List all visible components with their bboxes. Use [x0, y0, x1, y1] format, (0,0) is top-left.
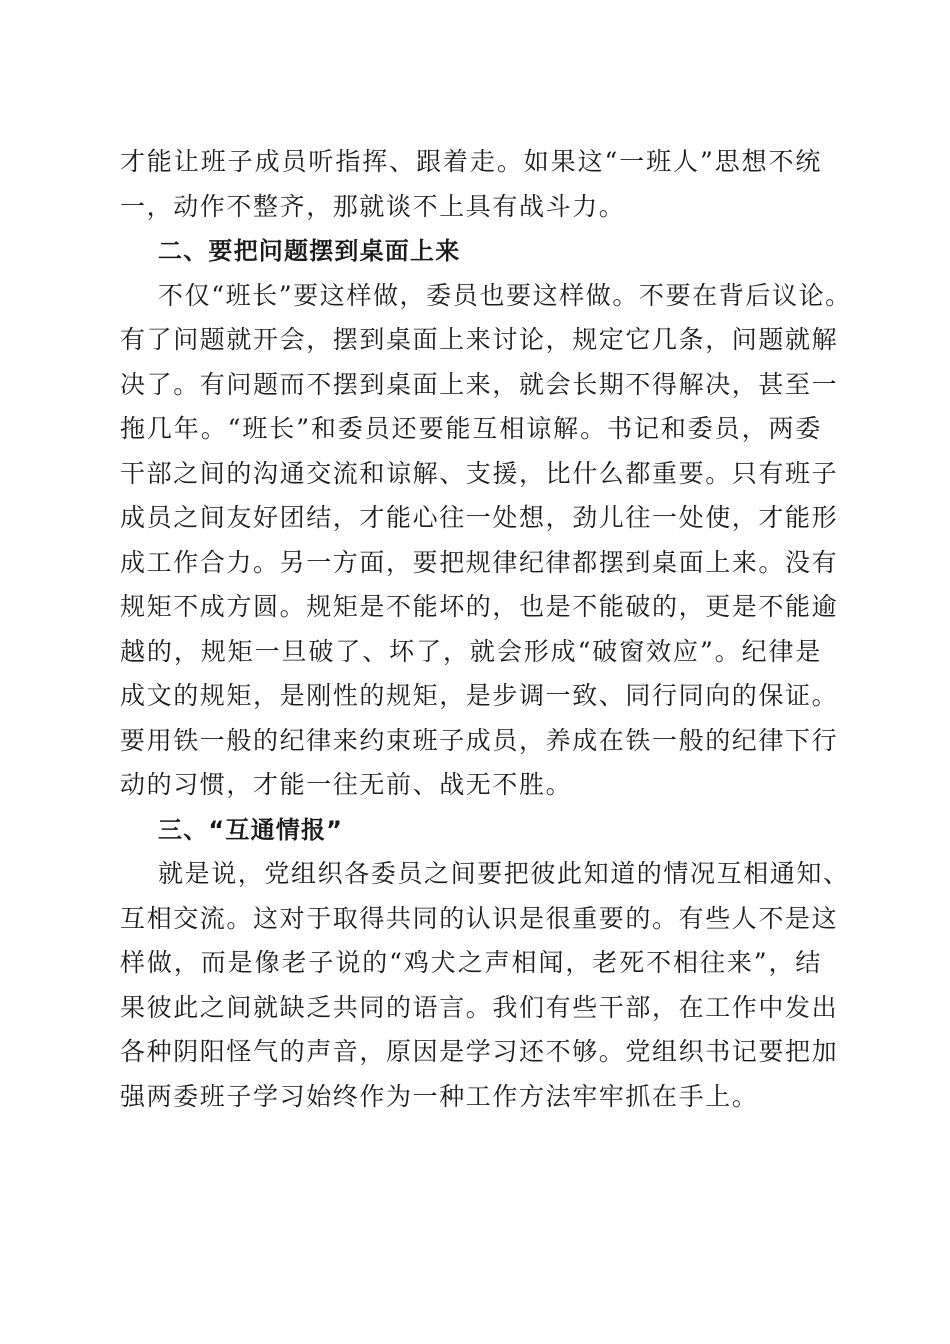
- text-line: 干部之间的沟通交流和谅解、支援，比什么都重要。只有班子: [120, 458, 839, 488]
- text-line: 决了。有问题而不摆到桌面上来，就会长期不得解决，甚至一: [120, 369, 839, 399]
- text-line: 成员之间友好团结，才能心往一处想，劲儿往一处使，才能形: [120, 503, 839, 532]
- text-line: 成文的规矩，是刚性的规矩，是步调一致、同行同向的保证。: [120, 681, 839, 710]
- section-heading: 三、“互通情报”: [158, 815, 344, 844]
- text-line: 成工作合力。另一方面，要把规律纪律都摆到桌面上来。没有: [120, 547, 839, 577]
- text-line: 规矩不成方圆。规矩是不能坏的，也是不能破的，更是不能逾: [120, 592, 839, 621]
- section2-paragraph: [120, 274, 852, 808]
- intro-paragraph: [120, 140, 822, 229]
- text-line: 才能让班子成员听指挥、跟着走。如果这“一班人”思想不统: [120, 147, 822, 176]
- text-line: 样做，而是像老子说的“鸡犬之声相闻，老死不相往来”，结: [120, 948, 822, 977]
- text-line: 果彼此之间就缺乏共同的语言。我们有些干部，在工作中发出: [120, 992, 839, 1022]
- text-line: 有了问题就开会，摆到桌面上来讨论，规定它几条，问题就解: [120, 325, 839, 354]
- section3-paragraph: [120, 852, 850, 1119]
- text-line: 一，动作不整齐，那就谈不上具有战斗力。: [120, 191, 626, 221]
- text-line: 就是说，党组织各委员之间要把彼此知道的情况互相通知、: [158, 859, 850, 888]
- text-line: 越的，规矩一旦破了、坏了，就会形成“破窗效应”。纪律是: [120, 636, 822, 666]
- text-line: 各种阴阳怪气的声音，原因是学习还不够。党组织书记要把加: [120, 1037, 839, 1066]
- text-line: 要用铁一般的纪律来约束班子成员，养成在铁一般的纪律下行: [120, 725, 839, 755]
- text-line: 动的习惯，才能一往无前、战无不胜。: [120, 770, 573, 799]
- text-line: 拖几年。“班长”和委员还要能互相谅解。书记和委员，两委: [120, 414, 822, 443]
- text-line: 不仅“班长”要这样做，委员也要这样做。不要在背后议论。: [158, 280, 852, 310]
- section-heading: 二、要把问题摆到桌面上来: [158, 237, 461, 265]
- text-line: 强两委班子学习始终作为一种工作方法牢牢抓在手上。: [120, 1081, 759, 1111]
- text-line: 互相交流。这对于取得共同的认识是很重要的。有些人不是这: [120, 903, 839, 933]
- document-page: [120, 140, 852, 1119]
